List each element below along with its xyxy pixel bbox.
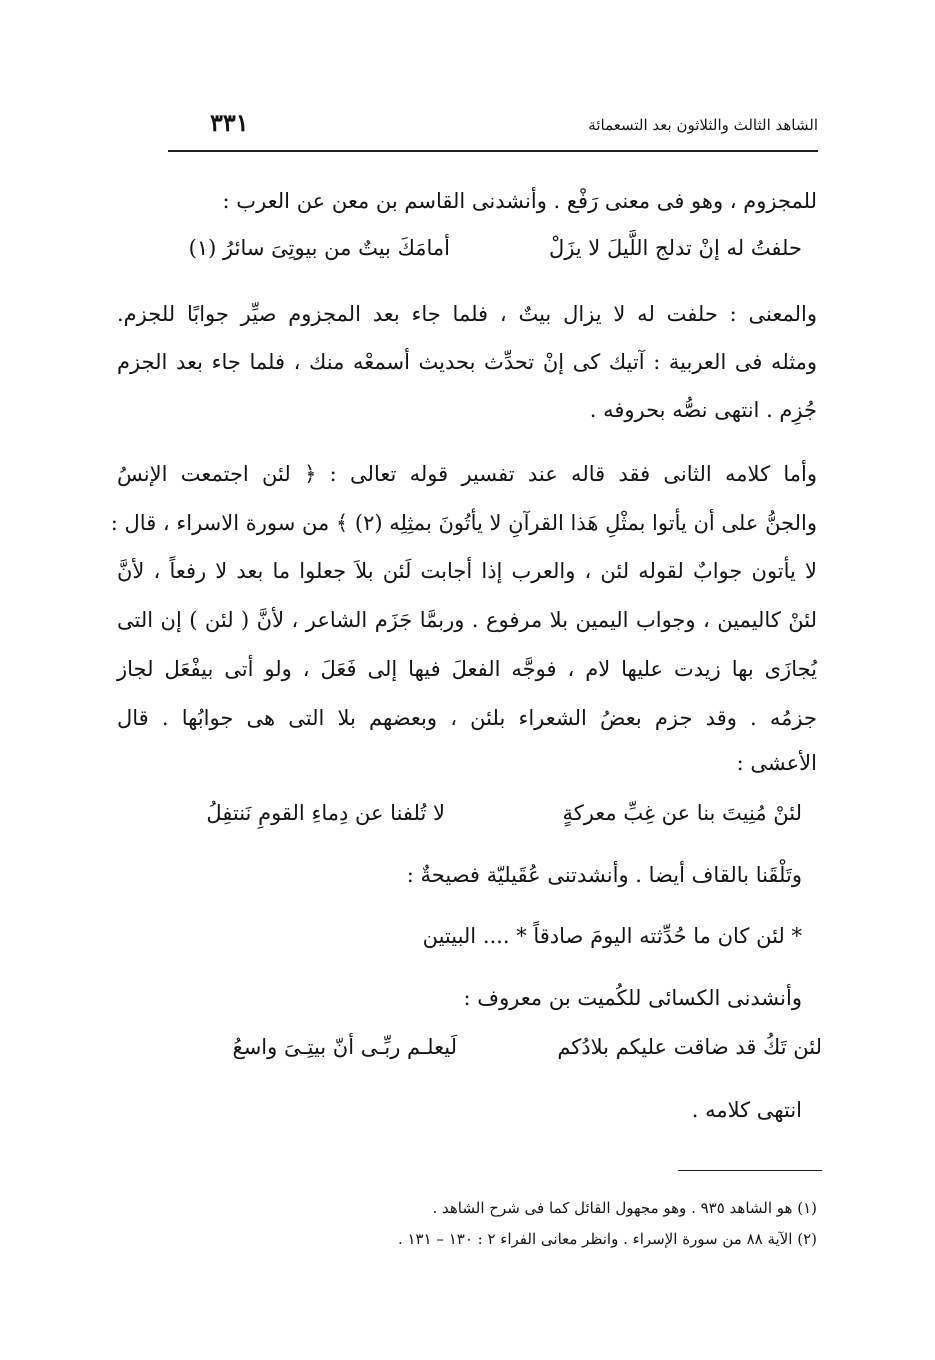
text-line: * لئن كان ما حُدِّثته اليومَ صادقاً * .... البيتين — [422, 924, 802, 948]
footnote-2: (٢) الآية ٨٨ من سورة الإسراء . وانظر معانى الفراء ٢ : ١٣٠ – ١٣١ . — [397, 1230, 817, 1248]
text-line: يُجازَى بها زيدت عليها لام ، فوجَّه الفعلَ فيها إلى فَعَلَ ، ولو أتى بيفْعَل لجاز — [117, 657, 817, 681]
text-line: وتَلْقَنا بالقاف أيضا . وأنشدتنى عُقَيليّة فصيحةٌ : — [406, 863, 802, 887]
text-line: والمعنى : حلفت له لا يزال بيتٌ ، فلما جاء بعد المجزوم صيِّر جوابًا للجزم. — [117, 302, 817, 326]
page-header — [170, 108, 818, 142]
text-line: وأما كلامه الثانى فقد قاله عند تفسير قوله تعالى : ﴿ لئن اجتمعت الإنسُ — [117, 462, 817, 486]
text-line: والجنُّ على أن يأتوا بمثْلِ هَذا القرآنِ لا يأتُونَ بمثِلِه (٢) ﴾ من سورة الاسراء ، قال : — [110, 511, 817, 535]
verse-3-first-hemistich: لئن تَكُ قد ضاقت عليكم بلادُكم — [557, 1035, 822, 1059]
text-line: لا يأتون جوابٌ لقوله لئن ، والعرب إذا أجابت لَئن بلاَ جعلوا ما بعد لا رفعاً ، لأنَّ — [117, 559, 817, 583]
text-line: ومثله فى العربية : آتيك كى إنْ تحدِّث بحديث أسمعْه منك ، فلما جاء بعد الجزم — [117, 350, 817, 374]
text-line: جزمُه . وقد جزم بعضُ الشعراء بلئن ، وبعضهم بلا التى هى جوابُها . قال — [117, 706, 817, 730]
verse-1-first-hemistich: حلفتُ له إنْ تدلج اللَّيلَ لا يزَلْ — [548, 236, 802, 260]
verse-2-second-hemistich: لا تُلفنا عن دِماءِ القومِ نَنتفِلُ — [206, 801, 445, 825]
text-line: انتهى كلامه . — [691, 1098, 802, 1122]
text-line: لئنْ كاليمين ، وجواب اليمين بلا مرفوع . وربمَّا جَزَم الشاعر ، لأنَّ ( لئن ) إن التى — [117, 608, 817, 632]
verse-3-second-hemistich: لَيعلـم ربِّـى أنّ بيتِـىَ واسعُ — [232, 1035, 457, 1059]
page-number: ٣٣١ — [210, 108, 249, 137]
footnote-rule — [678, 1170, 822, 1171]
footnote-1: (١) هو الشاهد ٩٣٥ . وهو مجهول القائل كما فى شرح الشاهد . — [432, 1199, 817, 1217]
text-line: وأنشدنى الكسائى للكُميت بن معروف : — [463, 986, 802, 1010]
text-line: للمجزوم ، وهو فى معنى رَفْع . وأنشدنى القاسم بن معن عن العرب : — [222, 189, 817, 213]
verse-2-first-hemistich: لئنْ مُنِيتَ بنا عن غِبِّ معركةٍ — [562, 801, 802, 825]
running-title: الشاهد الثالث والثلاثون بعد التسعمائة — [588, 116, 818, 134]
text-line: جُزِم . انتهى نصُّه بحروفه . — [589, 398, 817, 422]
text-line: الأعشى : — [736, 751, 817, 775]
header-rule — [168, 150, 818, 152]
verse-1-second-hemistich: أمامَكَ بيتٌ من بيوتِىَ سائرُ (١) — [188, 236, 450, 260]
